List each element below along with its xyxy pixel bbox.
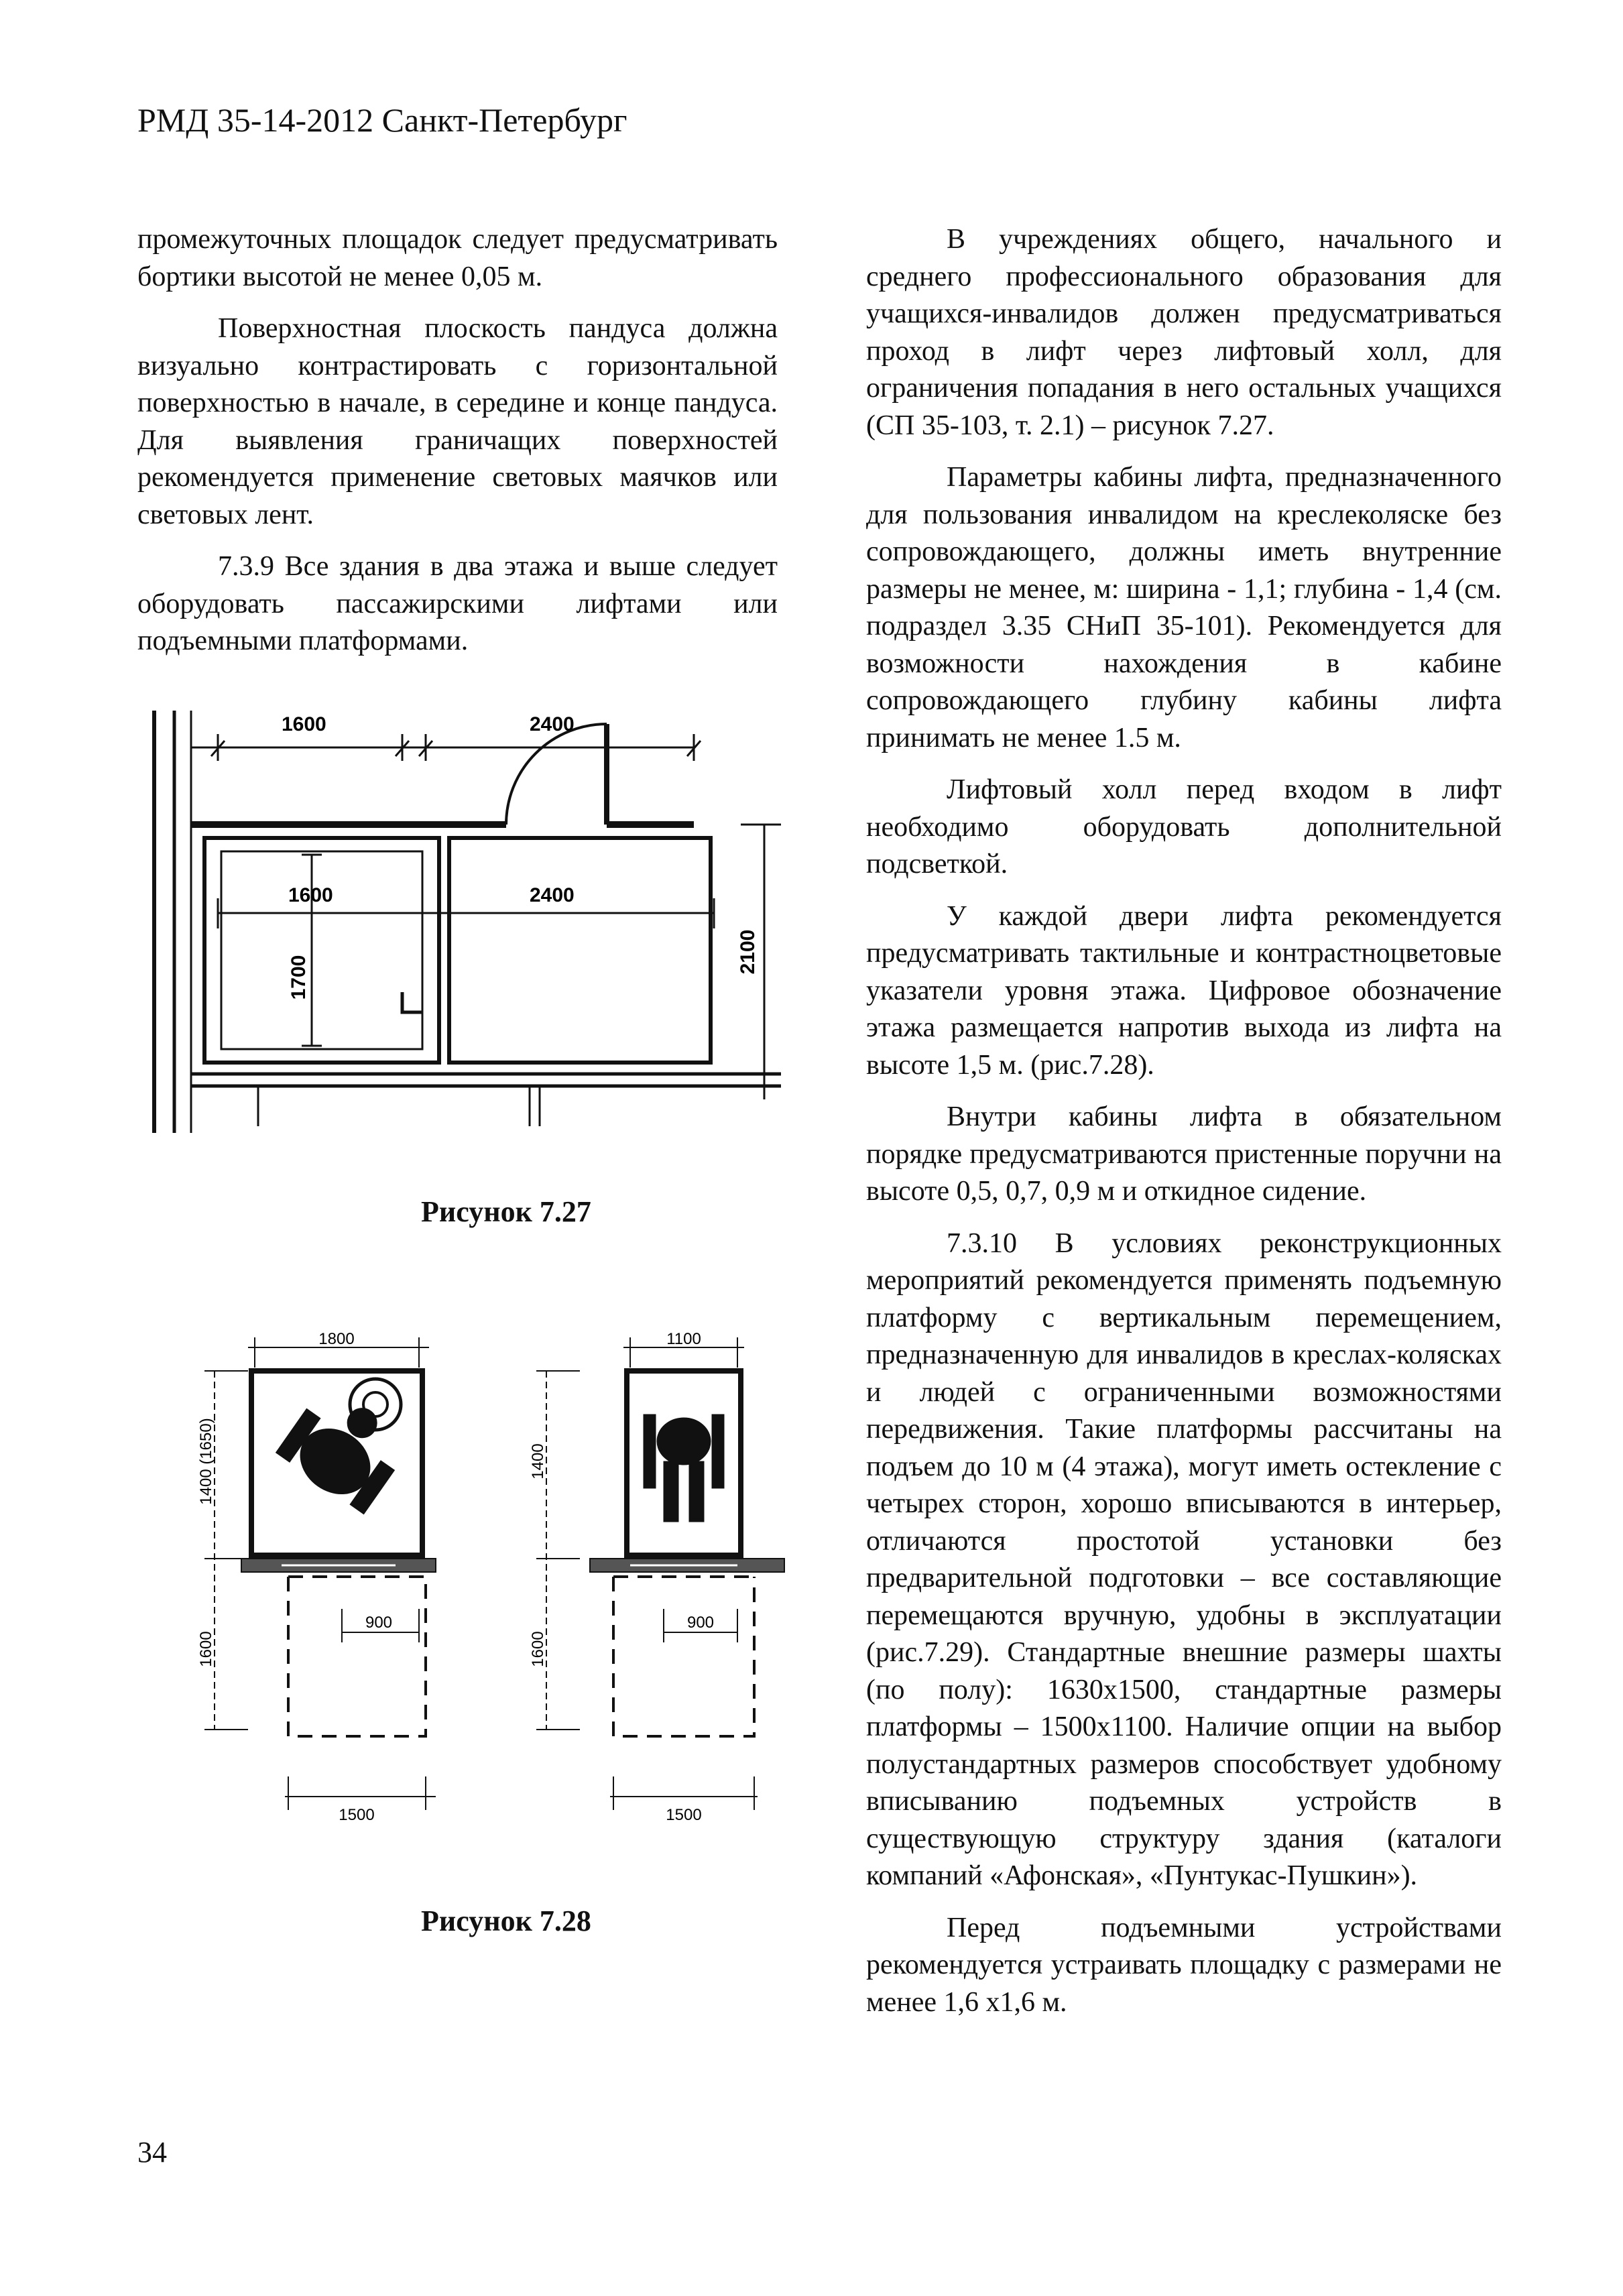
dim-label: 900 [365,1614,393,1632]
dim-label: 2400 [530,713,575,735]
figure-caption: Рисунок 7.28 [421,1905,591,1937]
dim-label: 1500 [339,1806,375,1824]
left-column [137,221,778,660]
paragraph: промежуточных площадок следует предусматривать бортики высотой не менее 0,05 м. [137,224,778,292]
paragraph: Лифтовый холл перед входом в лифт необходимо оборудовать дополнительной подсветкой. [866,774,1502,880]
paragraph: В учреждениях общего, начального и среднего профессионального образования для учащихся-инвалидов должен предусматриваться проход в лифт через лифтовый холл, для ограничения попадания в него остальных учащихся (СП 35-103, т. 2.1) – рисунок 7.27. [866,224,1502,441]
page-header: РМД 35-14-2012 Санкт-Петербург [137,101,627,139]
paragraph: Внутри кабины лифта в обязательном порядке предусматриваются пристенные поручни на высоте 0,5, 0,7, 0,9 м и откидное сидение. [866,1101,1502,1207]
dim-label: 1600 [197,1631,215,1667]
figure-7-27-lift-hall-plan [137,697,808,1140]
dim-label: 1600 [529,1631,547,1667]
paragraph: Параметры кабины лифта, предназначенного для пользования инвалидом на креслеколяске без сопровождающего, должны иметь внутренние размеры не менее, м: ширина - 1,1; глубина - 1,4 (см. подраздел 3.35 СНиП 35-101). Рекомендуется для возможности нахождения в кабине сопровождающего глубину кабины лифта принимать не менее 1.5 м. [866,462,1502,753]
dim-label: 1700 [288,955,310,1000]
dim-label: 1400 (1650) [197,1418,215,1505]
paragraph: 7.3.9 Все здания в два этажа и выше следует оборудовать пассажирскими лифтами или подъемными платформами. [137,551,778,656]
dim-label: 900 [686,1614,715,1632]
paragraph: 7.3.10 В условиях реконструкционных мероприятий рекомендуется применять подъемную платформу с вертикальным перемещением, предназначенную для инвалидов в креслах-колясках и людей с ограниченными возможностями передвижения. Такие платформы рассчитаны на подъем до 10 м (4 этажа), могут иметь остекление с четырех сторон, хорошо вписываются в интерьер, отличаются простотой установки без предварительной подготовки – все составляющие перемещаются вручную, удобны в эксплуатации (рис.7.29). Стандартные внешние размеры шахты (по полу): 1630х1500, стандартные размеры платформы – 1500х1100. Наличие опции на выбор полустандартных размеров способствует удобному вписыванию подъемных устройств в существующую структуру здания (каталоги компаний «Афонская», «Пунтукас-Пушкин»). [866,1227,1502,1891]
dim-label: 2400 [530,884,575,906]
paragraph: Поверхностная плоскость пандуса должна визуально контрастировать с горизонтальной поверхностью в начале, в середине и конце пандуса. Для выявления граничащих поверхностей рекомендуется применение световых маячков или световых лент. [137,313,778,530]
figure-caption: Рисунок 7.27 [421,1195,591,1228]
paragraph: У каждой двери лифта рекомендуется предусматривать тактильные и контрастноцветовые указатели уровня этажа. Цифровое обозначение этажа размещается напротив выхода из лифта на высоте 1,5 м. (рис.7.28). [866,900,1502,1081]
paragraph: Перед подъемными устройствами рекомендуется устраивать площадку с размерами не менее 1,6 х1,6 м. [866,1912,1502,2018]
dim-label: 1800 [318,1330,355,1348]
dim-label: 1100 [666,1330,701,1348]
dim-label: 1400 [529,1443,547,1479]
dim-label: 2100 [737,929,759,975]
page-number: 34 [137,2136,167,2169]
dim-label: 1500 [666,1806,702,1824]
right-column [866,221,1502,2021]
dim-label: 1600 [288,884,333,906]
figure-7-28-lift-cabins [194,1327,818,1837]
dim-label: 1600 [282,713,326,735]
